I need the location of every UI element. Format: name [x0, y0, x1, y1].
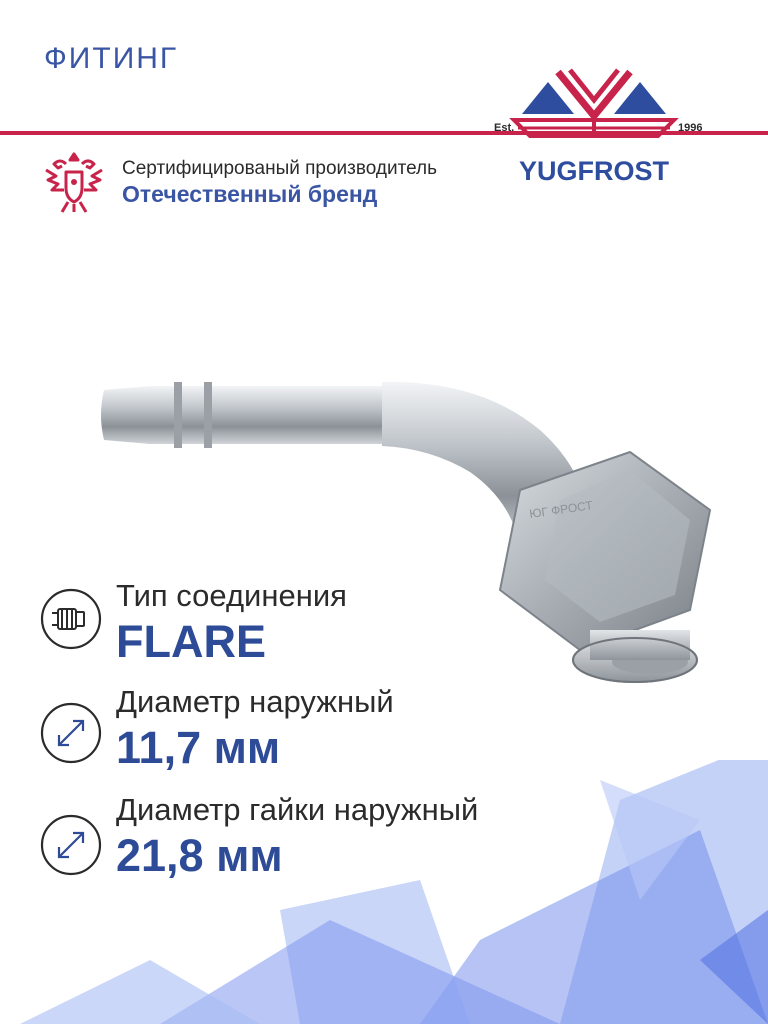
- spec-label: Диаметр наружный: [116, 684, 394, 719]
- spec-value: 21,8 мм: [116, 830, 283, 881]
- spec-value: 11,7 мм: [116, 722, 281, 773]
- diagonal-arrow-icon: [40, 702, 102, 764]
- product-engraving-text: ЮГ ФРОСТ: [528, 498, 594, 521]
- logo-est-label: Est.: [494, 122, 515, 134]
- yugfrost-logo: [484, 64, 704, 188]
- fitting-connection-icon: [40, 588, 102, 650]
- page-title: ФИТИНГ: [44, 42, 179, 75]
- logo-brand-text: YUGFROST: [518, 156, 670, 186]
- double-headed-eagle-icon: [42, 150, 106, 216]
- domestic-brand-text: Отечественный бренд: [122, 181, 378, 207]
- logo-est-year: 1996: [678, 122, 703, 134]
- spec-value: FLARE: [116, 616, 266, 667]
- certified-manufacturer-text: Сертифицированый производитель: [122, 158, 438, 179]
- diagonal-arrow-icon: [40, 814, 102, 876]
- spec-label: Диаметр гайки наружный: [116, 792, 479, 827]
- spec-label: Тип соединения: [116, 578, 347, 613]
